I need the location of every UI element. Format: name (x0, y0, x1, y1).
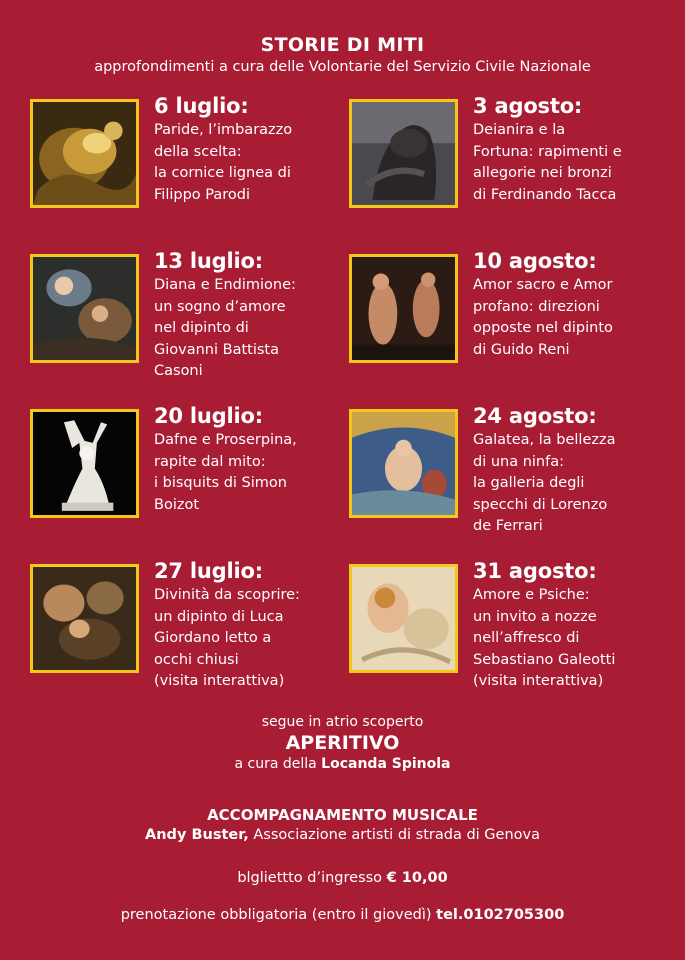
event-3-agosto (349, 94, 679, 249)
gilded-sculpture-picture (30, 99, 139, 208)
booking-phone: tel.0102705300 (436, 907, 565, 923)
event-date: 31 agosto: (473, 559, 597, 583)
event-27-luglio (30, 559, 360, 714)
event-20-luglio (30, 404, 360, 559)
event-date: 20 luglio: (154, 404, 263, 428)
music-artist-line: Andy Buster, Associazione artisti di strada di Genova (145, 827, 540, 843)
event-description: Deianira e la Fortuna: rapimenti e allegorie nei bronzi di Ferdinando Tacca (473, 122, 622, 203)
aperitivo-host: a cura della Locanda Spinola (234, 756, 451, 772)
page-title: STORIE DI MITI (260, 34, 425, 56)
event-description: Divinità da scoprire: un dipinto di Luca Giordano letto a occhi chiusi (visita interattiva) (154, 587, 300, 689)
giordano-painting (30, 564, 139, 673)
bisque-statuette-picture (30, 409, 139, 518)
diana-endymion-painting (30, 254, 139, 363)
locanda-name: Locanda Spinola (321, 756, 451, 772)
event-description: Dafne e Proserpina, rapite dal mito: i bisquits di Simon Boizot (154, 432, 297, 513)
event-6-luglio (30, 94, 360, 249)
event-description: Amor sacro e Amor profano: direzioni opposte nel dipinto di Guido Reni (473, 277, 613, 358)
header (0, 34, 685, 77)
aperitivo-heading: APERITIVO (285, 732, 400, 754)
ticket-price: € 10,00 (386, 870, 448, 886)
event-13-luglio (30, 249, 360, 404)
bronze-sculpture-picture (349, 99, 458, 208)
ticket-line: blgliettto d’ingresso € 10,00 (237, 870, 448, 886)
event-date: 27 luglio: (154, 559, 263, 583)
event-date: 13 luglio: (154, 249, 263, 273)
event-description: Galatea, la bellezza di una ninfa: la galleria degli specchi di Lorenzo de Ferrari (473, 432, 616, 534)
event-description: Diana e Endimione: un sogno d’amore nel dipinto di Giovanni Battista Casoni (154, 277, 296, 379)
event-date: 3 agosto: (473, 94, 583, 118)
music-section (0, 806, 685, 845)
event-description: Paride, l’imbarazzo della scelta: la cornice lignea di Filippo Parodi (154, 122, 293, 203)
event-date: 10 agosto: (473, 249, 597, 273)
event-24-agosto (349, 404, 679, 559)
event-date: 24 agosto: (473, 404, 597, 428)
page-subtitle: approfondimenti a cura delle Volontarie del Servizio Civile Nazionale (94, 59, 591, 75)
booking-line: prenotazione obbligatoria (entro il giovedì) tel.0102705300 (120, 907, 565, 923)
amor-sacro-painting (349, 254, 458, 363)
music-heading: ACCOMPAGNAMENTO MUSICALE (207, 806, 478, 824)
event-10-agosto (349, 249, 679, 404)
event-31-agosto (349, 559, 679, 714)
event-date: 6 luglio: (154, 94, 249, 118)
atrio-line: segue in atrio scoperto (261, 714, 424, 730)
artist-name: Andy Buster, (145, 827, 249, 843)
galatea-fresco-picture (349, 409, 458, 518)
aperitivo-section (0, 713, 685, 773)
event-description: Amore e Psiche: un invito a nozze nell’affresco di Sebastiano Galeotti (visita interattiva) (473, 587, 616, 689)
psyche-fresco-picture (349, 564, 458, 673)
